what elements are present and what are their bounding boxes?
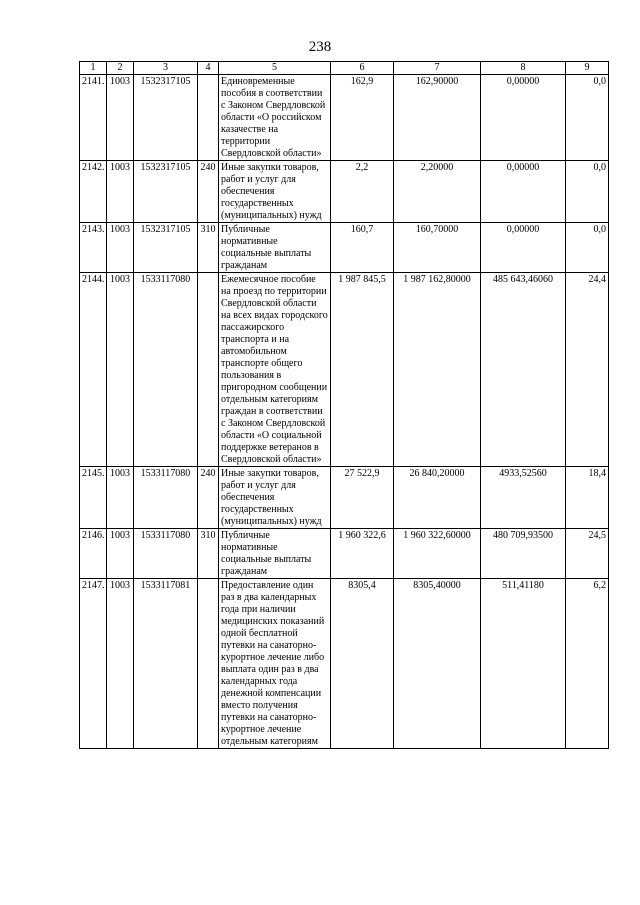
header-col-8: 8	[481, 62, 566, 75]
item-name: Предоставление один раз в два календарных года при наличии медицинских показаний одной бесплатной путевки на санаторно-курортное лечение либо выплата один раз в два календарных года денежной компенсации вместо получения путевки на санаторно-курортное лечение отдельным категориям	[219, 579, 331, 749]
header-col-2: 2	[107, 62, 134, 75]
executed-amount: 0,00000	[481, 75, 566, 161]
executed-amount: 0,00000	[481, 223, 566, 273]
planned-amount: 27 522,9	[331, 467, 394, 529]
target-code: 1532317105	[134, 223, 198, 273]
table-row	[80, 579, 609, 749]
section-code: 1003	[107, 467, 134, 529]
header-col-4: 4	[198, 62, 219, 75]
expense-type	[198, 273, 219, 467]
target-code: 1533117081	[134, 579, 198, 749]
item-name: Публичные нормативные социальные выплаты гражданам	[219, 529, 331, 579]
table-row	[80, 223, 609, 273]
table-row	[80, 75, 609, 161]
header-col-3: 3	[134, 62, 198, 75]
table-row	[80, 273, 609, 467]
planned-amount: 2,2	[331, 161, 394, 223]
expense-type: 240	[198, 161, 219, 223]
target-code: 1533117080	[134, 273, 198, 467]
section-code: 1003	[107, 75, 134, 161]
approved-amount: 8305,40000	[394, 579, 481, 749]
row-number: 2143.	[80, 223, 107, 273]
planned-amount: 160,7	[331, 223, 394, 273]
execution-percent: 6,2	[566, 579, 609, 749]
header-col-9: 9	[566, 62, 609, 75]
executed-amount: 485 643,46060	[481, 273, 566, 467]
table-row	[80, 161, 609, 223]
target-code: 1533117080	[134, 467, 198, 529]
execution-percent: 0,0	[566, 75, 609, 161]
execution-percent: 18,4	[566, 467, 609, 529]
table-row	[80, 529, 609, 579]
header-col-1: 1	[80, 62, 107, 75]
table-row	[80, 467, 609, 529]
item-name: Иные закупки товаров, работ и услуг для обеспечения государственных (муниципальных) нужд	[219, 467, 331, 529]
planned-amount: 1 987 845,5	[331, 273, 394, 467]
execution-percent: 0,0	[566, 161, 609, 223]
expense-type	[198, 75, 219, 161]
execution-percent: 24,4	[566, 273, 609, 467]
item-name: Иные закупки товаров, работ и услуг для обеспечения государственных (муниципальных) нужд	[219, 161, 331, 223]
approved-amount: 26 840,20000	[394, 467, 481, 529]
execution-percent: 24,5	[566, 529, 609, 579]
expense-type: 310	[198, 223, 219, 273]
section-code: 1003	[107, 529, 134, 579]
approved-amount: 1 987 162,80000	[394, 273, 481, 467]
executed-amount: 480 709,93500	[481, 529, 566, 579]
target-code: 1533117080	[134, 529, 198, 579]
row-number: 2147.	[80, 579, 107, 749]
expense-type	[198, 579, 219, 749]
approved-amount: 1 960 322,60000	[394, 529, 481, 579]
item-name: Публичные нормативные социальные выплаты гражданам	[219, 223, 331, 273]
executed-amount: 0,00000	[481, 161, 566, 223]
planned-amount: 162,9	[331, 75, 394, 161]
header-col-7: 7	[394, 62, 481, 75]
target-code: 1532317105	[134, 161, 198, 223]
approved-amount: 2,20000	[394, 161, 481, 223]
budget-table	[79, 61, 609, 749]
header-col-6: 6	[331, 62, 394, 75]
section-code: 1003	[107, 161, 134, 223]
approved-amount: 160,70000	[394, 223, 481, 273]
target-code: 1532317105	[134, 75, 198, 161]
section-code: 1003	[107, 223, 134, 273]
page-number: 238	[308, 39, 332, 55]
item-name: Ежемесячное пособие на проезд по территории Свердловской области на всех видах городского пассажирского транспорта и на автомобильном транспорте общего пользования в пригородном сообщении отдельным категориям граждан в соответствии с Законом Свердловской области «О социальной поддержке ветеранов в Свердловской области»	[219, 273, 331, 467]
header-row	[80, 62, 609, 75]
row-number: 2145.	[80, 467, 107, 529]
expense-type: 240	[198, 467, 219, 529]
planned-amount: 1 960 322,6	[331, 529, 394, 579]
approved-amount: 162,90000	[394, 75, 481, 161]
section-code: 1003	[107, 273, 134, 467]
executed-amount: 511,41180	[481, 579, 566, 749]
row-number: 2141.	[80, 75, 107, 161]
planned-amount: 8305,4	[331, 579, 394, 749]
executed-amount: 4933,52560	[481, 467, 566, 529]
row-number: 2144.	[80, 273, 107, 467]
execution-percent: 0,0	[566, 223, 609, 273]
expense-type: 310	[198, 529, 219, 579]
row-number: 2142.	[80, 161, 107, 223]
header-col-5: 5	[219, 62, 331, 75]
row-number: 2146.	[80, 529, 107, 579]
section-code: 1003	[107, 579, 134, 749]
item-name: Единовременные пособия в соответствии с Законом Свердловской области «О российском казачестве на территории Свердловской области»	[219, 75, 331, 161]
